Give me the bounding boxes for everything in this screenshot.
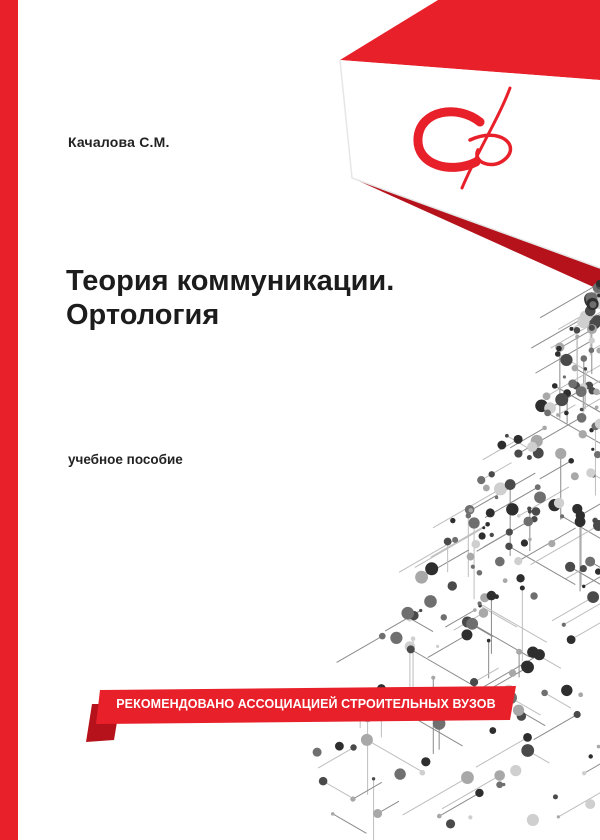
title-line-1: Теория коммуникации. — [66, 265, 395, 297]
recommendation-banner: РЕКОМЕНДОВАНО АССОЦИАЦИЕЙ СТРОИТЕЛЬНЫХ ВУЗОВ — [116, 697, 496, 711]
title-line-2: Ортология — [66, 299, 220, 331]
author-name: Качалова С.М. — [68, 134, 170, 150]
book-subtitle: учебное пособие — [68, 452, 183, 467]
